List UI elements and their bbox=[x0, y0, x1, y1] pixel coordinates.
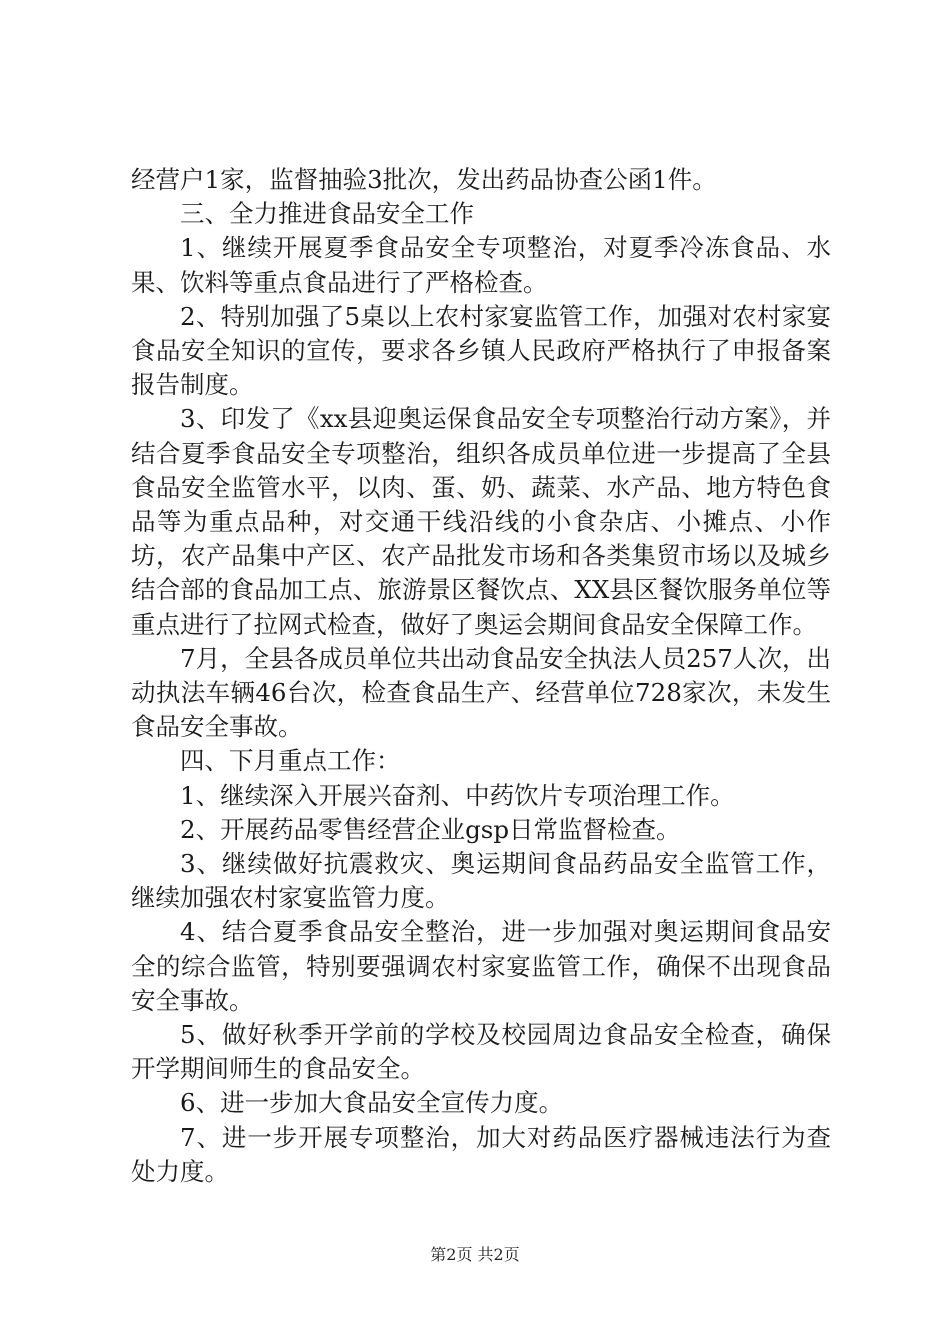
page-number-footer: 第2页 共2页 bbox=[430, 1245, 520, 1264]
paragraph: 3、继续做好抗震救灾、奥运期间食品药品安全监管工作，继续加强农村家宴监管力度。 bbox=[131, 849, 831, 913]
paragraph: 经营户1家，监督抽验3批次，发出药品协查公函1件。 bbox=[131, 165, 717, 194]
paragraph: 7、进一步开展专项整治，加大对药品医疗器械违法行为查处力度。 bbox=[131, 1122, 831, 1186]
paragraph: 2、特别加强了5桌以上农村家宴监管工作，加强对农村家宴食品安全知识的宣传，要求各乡镇人民政府严格执行了申报备案报告制度。 bbox=[131, 301, 831, 400]
section-heading: 三、全力推进食品安全工作 bbox=[180, 199, 474, 229]
paragraph: 1、继续深入开展兴奋剂、中药饮片专项治理工作。 bbox=[180, 780, 735, 810]
paragraph: 4、结合夏季食品安全整治，进一步加强对奥运期间食品安全的综合监管，特别要强调农村家宴监管工作，确保不出现食品安全事故。 bbox=[131, 917, 831, 1015]
paragraph: 1、继续开展夏季食品安全专项整治，对夏季冷冻食品、水果、饮料等重点食品进行了严格检查。 bbox=[131, 233, 831, 297]
paragraph: 7月，全县各成员单位共出动食品安全执法人员257人次，出动执法车辆46台次，检查食品生产、经营单位728家次，未发生食品安全事故。 bbox=[131, 643, 831, 742]
document-body bbox=[131, 163, 831, 1189]
paragraph: 5、做好秋季开学前的学校及校园周边食品安全检查，确保开学期间师生的食品安全。 bbox=[131, 1020, 831, 1084]
paragraph: 3、印发了《xx县迎奥运保食品安全专项整治行动方案》，并结合夏季食品安全专项整治，组织各成员单位进一步提高了全县食品安全监管水平，以肉、蛋、奶、蔬菜、水产品、地方特色食品等为重点品种，对交通干线沿线的小食杂店、小摊点、小作坊，农产品集中产区、农产品批发市场和各类集贸市场以及城乡结合部的食品加工点、旅游景区餐饮点、XX县区餐饮服务单位等重点进行了拉网式检查，做好了奥运会期间食品安全保障工作。 bbox=[131, 404, 831, 639]
paragraph: 2、开展药品零售经营企业gsp日常监督检查。 bbox=[180, 814, 681, 844]
section-heading: 四、下月重点工作： bbox=[180, 746, 401, 776]
paragraph: 6、进一步加大食品安全宣传力度。 bbox=[180, 1088, 564, 1118]
